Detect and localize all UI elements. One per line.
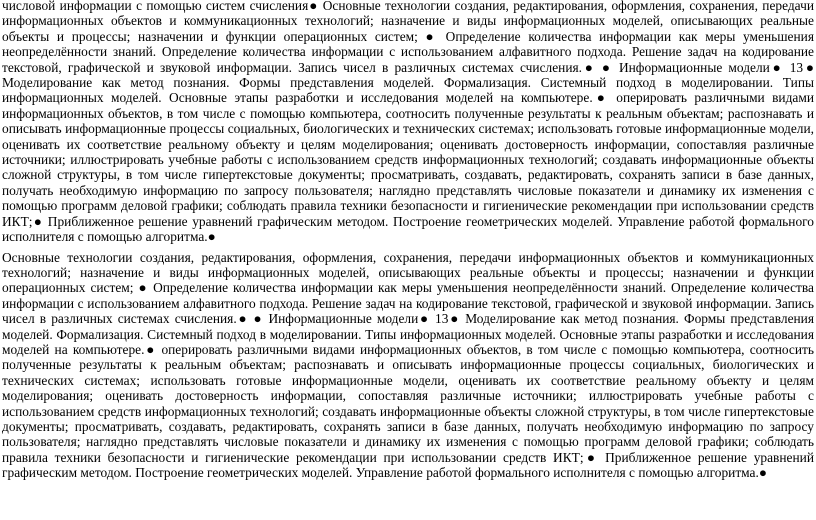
paragraph-2: Основные технологии создания, редактирования, оформления, сохранения, передачи информационных объектов и коммуникационных технологий; назначение и виды информационных моделей, описывающих реальные объекты и процессы; назначении и функции операционных систем; ● Определение количества информации как меры уменьшения неопределённости знаний. Определение количества информации с использованием алфавитного подхода. Решение задач на кодирование текстовой, графической и звуковой информации. Запись чисел в различных системах счисления.● ● Информационные модели● 13● Моделирование как метод познания. Формы представления моделей. Формализация. Системный подход в моделировании. Типы информационных моделей. Основные этапы разработки и исследования моделей на компьютере.● оперировать различными видами информационных объектов, в том числе с помощью компьютера, соотносить полученные результаты к реальным объектам; распознавать и описывать информационные процессы социальных, биологических и технических системах; использовать готовые информационные модели, оценивать их соответствие реальному объекту и целям моделирования; оценивать достоверность информации, сопоставляя различные источники; иллюстрировать учебные работы с использованием средств информационных технологий; создавать информационные объекты сложной структуры, в том числе гипертекстовые документы; просматривать, создавать, редактировать, сохранять записи в базе данных, получать необходимую информацию по запросу пользователя; наглядно представлять числовые показатели и динамику их изменения с помощью программ деловой графики; соблюдать правила техники безопасности и гигиенические рекомендации при использовании средств ИКТ;● Приближенное решение уравнений графическим методом. Построение геометрических моделей. Управление работой формального исполнителя с помощью алгоритма.● [2, 249, 814, 481]
paragraph-1: числовой информации с помощью систем счисления● Основные технологии создания, редактирования, оформления, сохранения, передачи информационных объектов и коммуникационных технологий; назначение и виды информационных моделей, описывающих реальные объекты и процессы; назначении и функции операционных систем; ● Определение количества информации как меры уменьшения неопределённости знаний. Определение количества информации с использованием алфавитного подхода. Решение задач на кодирование текстовой, графической и звуковой информации. Запись чисел в различных системах счисления.● ● Информационные модели● 13● Моделирование как метод познания. Формы представления моделей. Формализация. Системный подход в моделировании. Типы информационных моделей. Основные этапы разработки и исследования моделей на компьютере.● оперировать различными видами информационных объектов, в том числе с помощью компьютера, соотносить полученные результаты к реальным объектам; распознавать и описывать информационные процессы социальных, биологических и технических системах; использовать готовые информационные модели, оценивать их соответствие реальному объекту и целям моделирования; оценивать достоверность информации, сопоставляя различные источники; иллюстрировать учебные работы с использованием средств информационных технологий; создавать информационные объекты сложной структуры, в том числе гипертекстовые документы; просматривать, создавать, редактировать, сохранять записи в базе данных, получать необходимую информацию по запросу пользователя; наглядно представлять числовые показатели и динамику их изменения с помощью программ деловой графики; соблюдать правила техники безопасности и гигиенические рекомендации при использовании средств ИКТ;● Приближенное решение уравнений графическим методом. Построение геометрических моделей. Управление работой формального исполнителя с помощью алгоритма.● [2, 0, 814, 245]
